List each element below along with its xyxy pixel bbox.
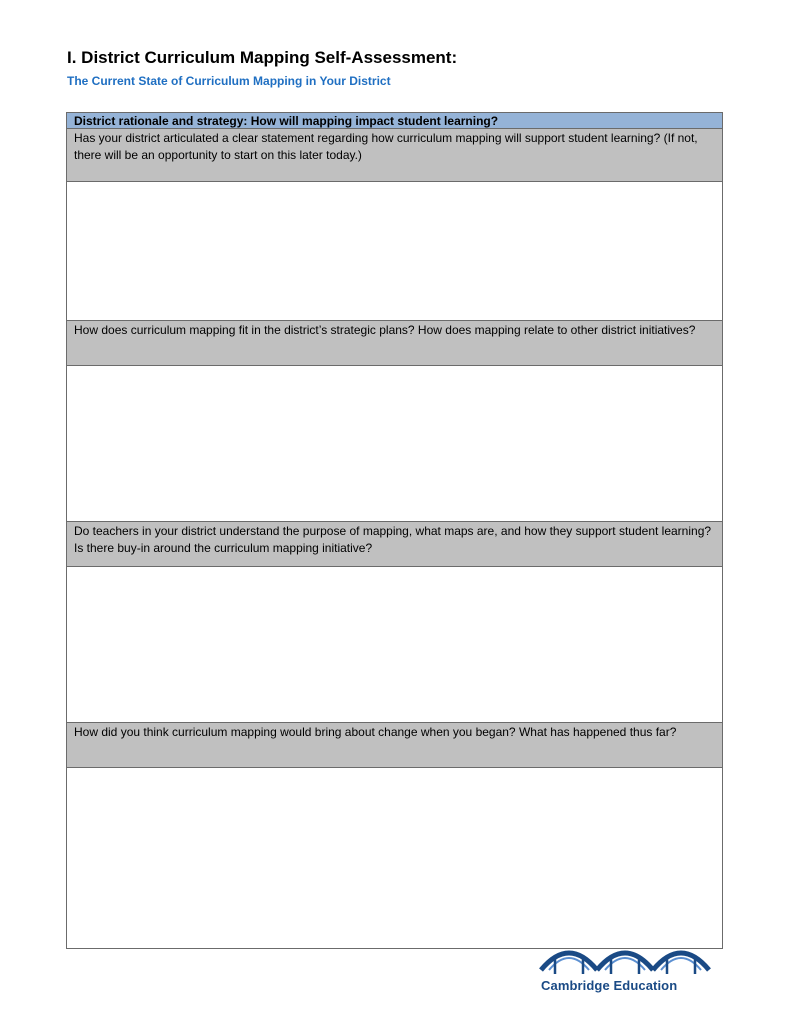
answer-field-1[interactable] (67, 182, 722, 321)
page-title: I. District Curriculum Mapping Self-Assessment: (67, 48, 458, 67)
page-subtitle: The Current State of Curriculum Mapping in Your District (67, 74, 391, 88)
form-section-header: District rationale and strategy: How will mapping impact student learning? (67, 113, 722, 129)
question-1: Has your district articulated a clear statement regarding how curriculum mapping will support student learning? (If not, there will be an opportunity to start on this later today.) (67, 129, 722, 182)
question-2: How does curriculum mapping fit in the district’s strategic plans? How does mapping relate to other district initiatives? (67, 321, 722, 366)
logo-wordmark: Cambridge Education (541, 978, 678, 993)
self-assessment-form (66, 112, 723, 949)
answer-field-2[interactable] (67, 366, 722, 522)
answer-field-3[interactable] (67, 567, 722, 723)
question-4: How did you think curriculum mapping would bring about change when you began? What has happened thus far? (67, 723, 722, 768)
answer-field-4[interactable] (67, 768, 722, 948)
arches-logo-icon (535, 934, 715, 978)
question-3: Do teachers in your district understand the purpose of mapping, what maps are, and how they support student learning? Is there buy-in around the curriculum mapping initiative? (67, 522, 722, 567)
cambridge-education-logo (535, 934, 715, 996)
